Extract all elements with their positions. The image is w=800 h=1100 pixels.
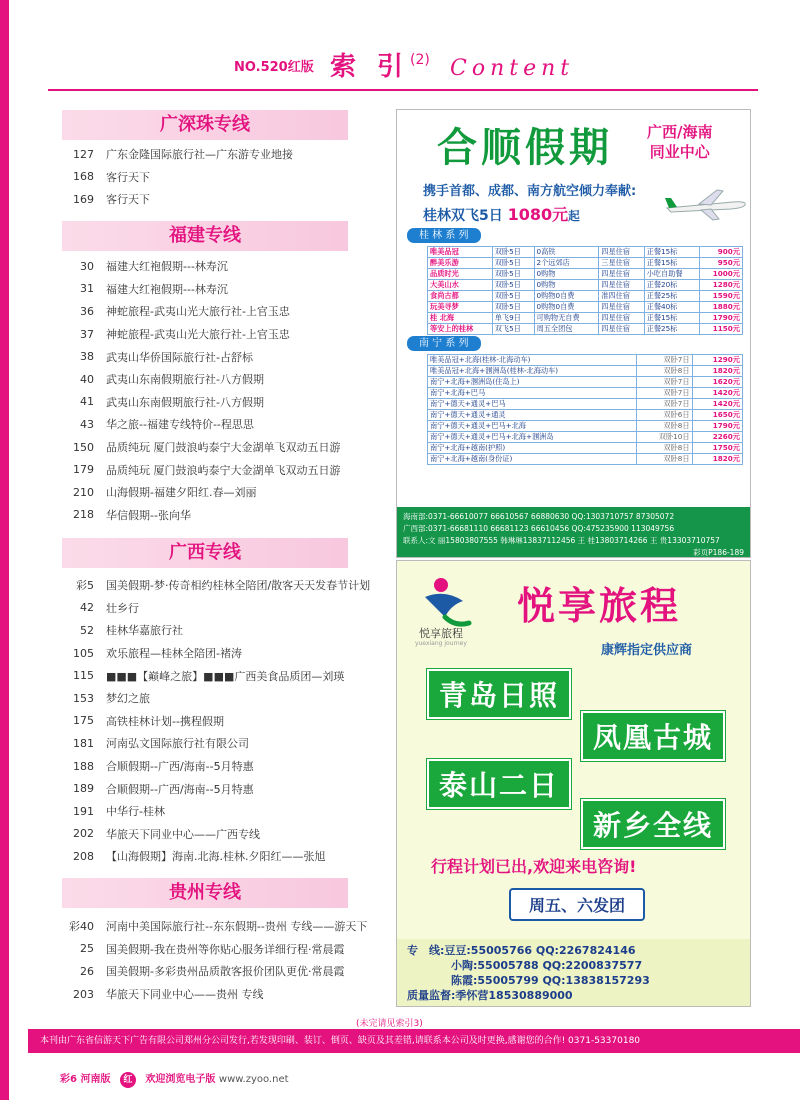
table-row[interactable]: 南宁+德天+通灵+通灵 双卧6日 1650元 [428, 410, 743, 421]
page-footer [60, 1070, 289, 1088]
ad-brand-subtitle: 广西/海南 同业中心 [647, 123, 713, 161]
list-item[interactable]: 彩5 国美假期-梦·传奇相约桂林全陪团/散客天天发春节计划 [76, 579, 371, 593]
table-row[interactable]: 南宁+北海+涠洲岛(住岛上) 双卧7日 1620元 [428, 377, 743, 388]
destination-badge: 凤凰古城 [581, 711, 725, 761]
list-item[interactable]: 31 福建大红袍假期---林寿沉 [80, 282, 228, 296]
guilin-price-table [427, 246, 743, 335]
ad-logo-subtext: yuexiang journey [415, 640, 467, 647]
table-row[interactable]: 大美山水 双卧5日 0购物 四星住宿 正餐20标 1280元 [428, 280, 743, 291]
list-item[interactable]: 153 梦幻之旅 [73, 691, 150, 706]
list-item[interactable]: 42 壮乡行 [80, 601, 139, 615]
ad-contact-info: 专 线:豆豆:55005766 QQ:2267824146 小陶:55005788 QQ:2200837577 陈霞:55005799 QQ:13838157293 质量监督:季怀营18530889000 [397, 939, 750, 1007]
series-tag-guilin: 桂 林 系 列 [407, 228, 481, 243]
ad-contact-footer: 海南部:0371-66610077 66610567 66880630 QQ:1303710757 87305072 广西部:0371-66681110 66681123 66610456 QQ:475235900 113049756 联系人:文 丽15803807555 韩琳琳13837112456 王 桂13803714266 王 贵13303710757 彩页P186-189 [397, 507, 750, 557]
series-tag-nanning: 南 宁 系 列 [407, 336, 481, 351]
table-row[interactable]: 食尚古都 双卧5日 0购物0自费 准四住宿 正餐25标 1590元 [428, 291, 743, 302]
table-row[interactable]: 南宁+北海+巴马 双卧7日 1420元 [428, 388, 743, 399]
ebook-label: 欢迎浏览电子版 [145, 1074, 216, 1085]
left-accent-stripe [0, 0, 9, 1100]
index-header [234, 46, 575, 86]
departure-badge: 周五、六发团 [509, 888, 645, 921]
list-item[interactable]: 181 河南弘文国际旅行社有限公司 [73, 736, 249, 751]
page-title-en: Content [450, 56, 575, 81]
section-title-fujian: 福建专线 [62, 221, 348, 251]
table-row[interactable]: 南宁+德天+通灵+巴马+北海+涠洲岛 双卧10日 2260元 [428, 432, 743, 443]
table-row[interactable]: 玩美寻梦 双卧5日 0购物0自费 四星住宿 正餐40标 1880元 [428, 302, 743, 313]
section-list-guangxi [48, 574, 378, 868]
airplane-icon [663, 184, 749, 224]
list-item[interactable]: 210 山海假期-福建夕阳红.春—刘丽 [73, 485, 257, 500]
list-item[interactable]: 37 神蛇旅程-武夷山光大旅行社-上官玉忠 [80, 327, 290, 342]
table-row[interactable]: 唯美品冠 双卧5日 0高铁 四星住宿 正餐15标 900元 [428, 247, 743, 258]
section-title-guangxi: 广西专线 [62, 538, 348, 568]
list-item[interactable]: 25 国美假期-我在贵州等你贴心服务详细行程·常晨霞 [80, 942, 345, 956]
list-item[interactable]: 202 华旅天下同业中心——广西专线 [73, 827, 260, 841]
ad-brand-title: 合顺假期 [437, 124, 613, 171]
list-item[interactable]: 105 欢乐旅程—桂林全陪团-褚涛 [73, 646, 242, 661]
nanning-price-table [427, 354, 743, 465]
section-list-fujian [48, 255, 378, 526]
list-item[interactable]: 彩40 河南中美国际旅行社--东东假期--贵州 专线——游天下 [69, 920, 368, 934]
list-item[interactable]: 175 高铁桂林计划--携程假期 [73, 714, 224, 728]
list-item[interactable]: 150 品质纯玩 厦门鼓浪屿泰宁大金湖单飞双动五日游 [73, 440, 341, 455]
destination-badge: 青岛日照 [427, 669, 571, 719]
ad-call-to-action: 行程计划已出,欢迎来电咨询! [431, 857, 637, 876]
ad-promo: 桂林双飞5日 1080元起 [423, 205, 580, 224]
table-row[interactable]: 唯美品冠+北海+涠洲岛(桂林-北海动车) 双卧8日 1820元 [428, 366, 743, 377]
ad-brand-title: 悦享旅程 [517, 583, 682, 628]
table-row[interactable]: 南宁+德天+通灵+巴马 双卧7日 1420元 [428, 399, 743, 410]
table-row[interactable]: 桂 北海 单飞9日 可购物无自费 四星住宿 正餐15标 1790元 [428, 313, 743, 324]
list-item[interactable]: 52 桂林华嘉旅行社 [80, 623, 183, 638]
table-row[interactable]: 南宁+德天+通灵+巴马+北海 双卧8日 1790元 [428, 421, 743, 432]
section-title-guizhou: 贵州专线 [62, 878, 348, 908]
publisher-notice-bar: 本刊由广东省信游天下广告有限公司郑州分公司发行,若发现印刷、装订、倒页、缺页及其差错,请联系本公司及时更换,感谢您的合作! 0371-53370180 [28, 1029, 800, 1053]
destination-badge: 新乡全线 [581, 799, 725, 849]
ad-supplier: 康辉指定供应商 [601, 643, 693, 658]
issue-number: NO.520红版 [234, 60, 314, 75]
list-item[interactable]: 191 中华行-桂林 [73, 804, 165, 819]
table-row[interactable]: 醉美乐游 双卧5日 2个远郊店 三星住宿 正餐15标 950元 [428, 258, 743, 269]
continued-note: (未完请见索引3) [356, 1019, 423, 1029]
list-item[interactable]: 26 国美假期-多彩贵州品质散客报价团队更优·常晨霞 [80, 964, 345, 979]
list-item[interactable]: 179 品质纯玩 厦门鼓浪屿泰宁大金湖单飞双动五日游 [73, 463, 341, 477]
table-row[interactable]: 品质时光 双卧5日 0购物 四星住宿 小吃自助餐 1000元 [428, 269, 743, 280]
edition-label: 河南版 [80, 1074, 111, 1085]
list-item[interactable]: 41 武夷山东南假期旅行社-八方假期 [80, 395, 264, 409]
list-item[interactable]: 203 华旅天下同业中心——贵州 专线 [73, 987, 264, 1002]
list-item[interactable]: 43 华之旅--福建专线特价--程思思 [80, 417, 254, 432]
list-item[interactable]: 115 ■■■【巅峰之旅】■■■广西美食品质团—刘瑛 [73, 669, 345, 683]
red-edition-icon: 红 [120, 1072, 136, 1088]
list-item[interactable]: 208 【山海假期】海南.北海.桂林.夕阳红——张旭 [73, 849, 326, 864]
ad-logo-text: 悦享旅程 [419, 627, 463, 640]
section-list-guangshenzhu [48, 143, 378, 211]
table-row[interactable]: 等安上的桂林 双飞5日 周五全团包 四星住宿 正餐25标 1150元 [428, 324, 743, 335]
website-link[interactable]: www.zyoo.net [218, 1074, 289, 1085]
list-item[interactable]: 40 武夷山东南假期旅行社-八方假期 [80, 372, 264, 387]
ad-heshun-holiday[interactable] [396, 109, 751, 558]
list-item[interactable]: 189 合顺假期--广西/海南--5月特惠 [73, 782, 254, 796]
list-item[interactable]: 127 广东金隆国际旅行社—广东游专业地接 [73, 147, 293, 162]
destination-badge: 泰山二日 [427, 759, 571, 809]
page-number: 彩6 [60, 1074, 77, 1085]
list-item[interactable]: 30 福建大红袍假期---林寿沉 [80, 259, 228, 274]
list-item[interactable]: 168 客行天下 [73, 170, 150, 184]
header-divider [48, 89, 758, 91]
list-item[interactable]: 188 合顺假期--广西/海南--5月特惠 [73, 759, 254, 774]
table-row[interactable]: 南宁+北海+越南(身份证) 双卧8日 1820元 [428, 454, 743, 465]
page-title: 索 引 [330, 52, 410, 82]
section-title-guangshenzhu: 广深珠专线 [62, 110, 348, 140]
page-subtitle: (2) [410, 52, 430, 68]
table-row[interactable]: 南宁+北海+越南(护照) 双卧8日 1750元 [428, 443, 743, 454]
ad-yuexiang-journey[interactable] [396, 560, 751, 1007]
list-item[interactable]: 169 客行天下 [73, 192, 150, 207]
section-list-guizhou [48, 915, 378, 1005]
ad-slogan: 携手首都、成都、南方航空倾力奉献: [423, 184, 637, 199]
list-item[interactable]: 38 武夷山华侨国际旅行社-占舒标 [80, 350, 253, 364]
list-item[interactable]: 218 华信假期--张向华 [73, 508, 191, 522]
table-row[interactable]: 唯美品冠+北海(桂林-北海动车) 双卧7日 1290元 [428, 355, 743, 366]
list-item[interactable]: 36 神蛇旅程-武夷山光大旅行社-上官玉忠 [80, 304, 290, 319]
